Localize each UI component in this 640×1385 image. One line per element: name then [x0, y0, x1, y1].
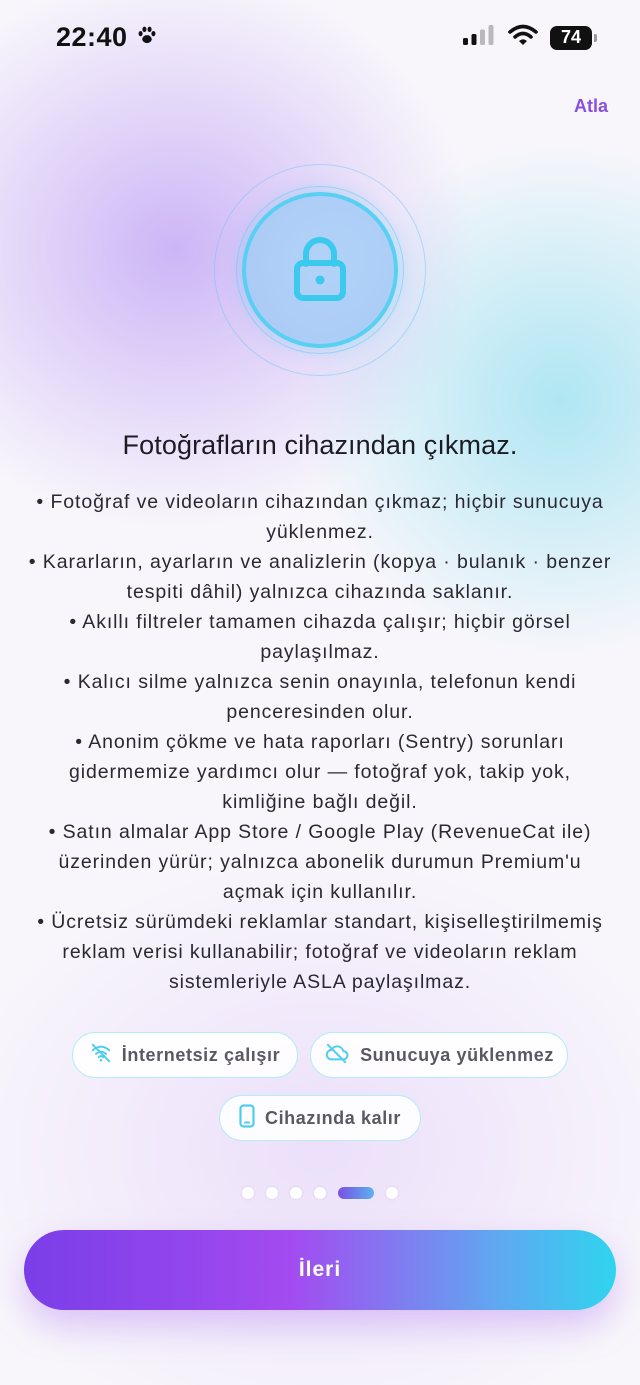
- wifi-off-icon: [90, 1043, 112, 1068]
- privacy-point: • Kalıcı silme yalnızca senin onayınla, telefonun kendi penceresinden olur.: [63, 671, 577, 723]
- privacy-point: • Ücretsiz sürümdeki reklamlar standart, kişiselleştirilmemiş reklam verisi kullanabilir; fotoğraf ve videoların reklam sistemleriyle ASLA paylaşılmaz.: [37, 911, 603, 993]
- lock-circle: [242, 192, 398, 348]
- battery-level: 74: [560, 27, 582, 47]
- page-dot: [290, 1187, 302, 1199]
- chip-no-upload[interactable]: [310, 1032, 568, 1078]
- wifi-icon: [508, 24, 538, 51]
- page-dot: [314, 1187, 326, 1199]
- privacy-point: • Kararların, ayarların ve analizlerin (kopya · bulanık · benzer tespiti dâhil) yalnızca cihazında saklanır.: [28, 551, 612, 603]
- battery-indicator: [550, 26, 592, 50]
- privacy-point: • Anonim çökme ve hata raporları (Sentry) sorunları gidermemize yardımcı olur — fotoğraf yok, takip yok, kimliğine bağlı değil.: [69, 731, 571, 813]
- next-button[interactable]: İleri: [24, 1230, 616, 1310]
- page-dot: [242, 1187, 254, 1199]
- privacy-points: [28, 487, 612, 997]
- lock-icon: [292, 234, 348, 307]
- page-dot-active: [338, 1187, 374, 1199]
- status-bar-indicators: [462, 24, 592, 51]
- privacy-point: • Akıllı filtreler tamamen cihazda çalışır; hiçbir görsel paylaşılmaz.: [69, 611, 571, 663]
- smartphone-icon: [239, 1104, 255, 1133]
- chip-offline[interactable]: [72, 1032, 298, 1078]
- chip-label: Cihazında kalır: [264, 1107, 402, 1128]
- privacy-point: • Satın almalar App Store / Google Play (RevenueCat ile) üzerinden yürür; yalnızca abonelik durumun Premium'u açmak için kullanılır.: [48, 821, 592, 903]
- status-bar-time: [56, 22, 158, 53]
- paw-icon: [136, 22, 158, 53]
- lock-illustration: [214, 164, 426, 376]
- clock-text: 22:40: [56, 22, 128, 52]
- chip-on-device[interactable]: [219, 1095, 421, 1141]
- pagination-dots: [0, 1187, 640, 1199]
- page-title: Fotoğrafların cihazından çıkmaz.: [122, 430, 518, 460]
- cloud-off-icon: [324, 1043, 350, 1068]
- chip-label: İnternetsiz çalışır: [121, 1044, 281, 1065]
- privacy-point: • Fotoğraf ve videoların cihazından çıkmaz; hiçbir sunucuya yüklenmez.: [36, 491, 604, 543]
- skip-button[interactable]: Atla: [573, 96, 608, 116]
- page-dot: [266, 1187, 278, 1199]
- page-dot: [386, 1187, 398, 1199]
- cellular-signal-icon: [462, 24, 496, 51]
- chip-label: Sunucuya yüklenmez: [360, 1044, 554, 1065]
